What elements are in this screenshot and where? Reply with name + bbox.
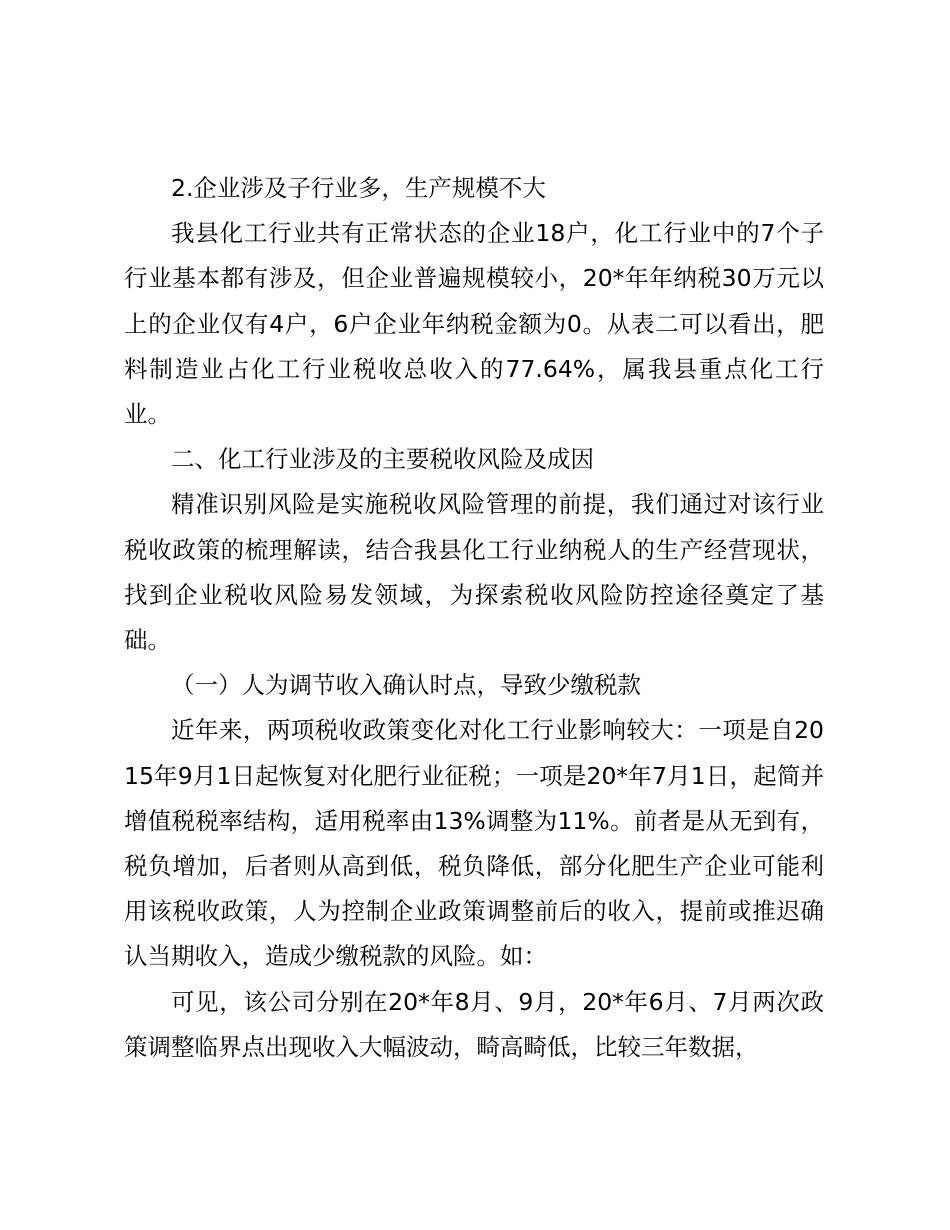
heading-2: 2.企业涉及子行业多，生产规模不大 [171,174,546,202]
section-heading-2: 二、化工行业涉及的主要税收风险及成因 [171,445,594,474]
paragraph-2: 精准识别风险是实施税收风险管理的前提，我们通过对该行业税收政策的梳理解读，结合我县化工行业纳税人的生产经营现状，找到企业税收风险易发领域，为探索税收风险防控途径奠定了基础。 [124,490,824,655]
subsection-heading-1: （一）人为调节收入确认时点，导致少缴税款 [171,671,641,700]
paragraph-1: 我县化工行业共有正常状态的企业18户，化工行业中的7个子行业基本都有涉及，但企业普遍规模较小，20*年年纳税30万元以上的企业仅有4户，6户企业年纳税金额为0。从表二可以看出，肥料制造业占化工行业税收总收入的77.64%，属我县重点化工行业。 [124,219,824,429]
paragraph-3: 近年来，两项税收政策变化对化工行业影响较大：一项是自2015年9月1日起恢复对化肥行业征税；一项是20*年7月1日，起简并增值税税率结构，适用税率由13%调整为11%。前者是从无到有，税负增加，后者则从高到低，税负降低，部分化肥生产企业可能利用该税收政策，人为控制企业政策调整前后的收入，提前或推迟确认当期收入，造成少缴税款的风险。如： [124,716,824,971]
paragraph-4: 可见，该公司分别在20*年8月、9月，20*年6月、7月两次政策调整临界点出现收入大幅波动，畸高畸低，比较三年数据， [124,987,824,1061]
document-body [124,166,824,1070]
